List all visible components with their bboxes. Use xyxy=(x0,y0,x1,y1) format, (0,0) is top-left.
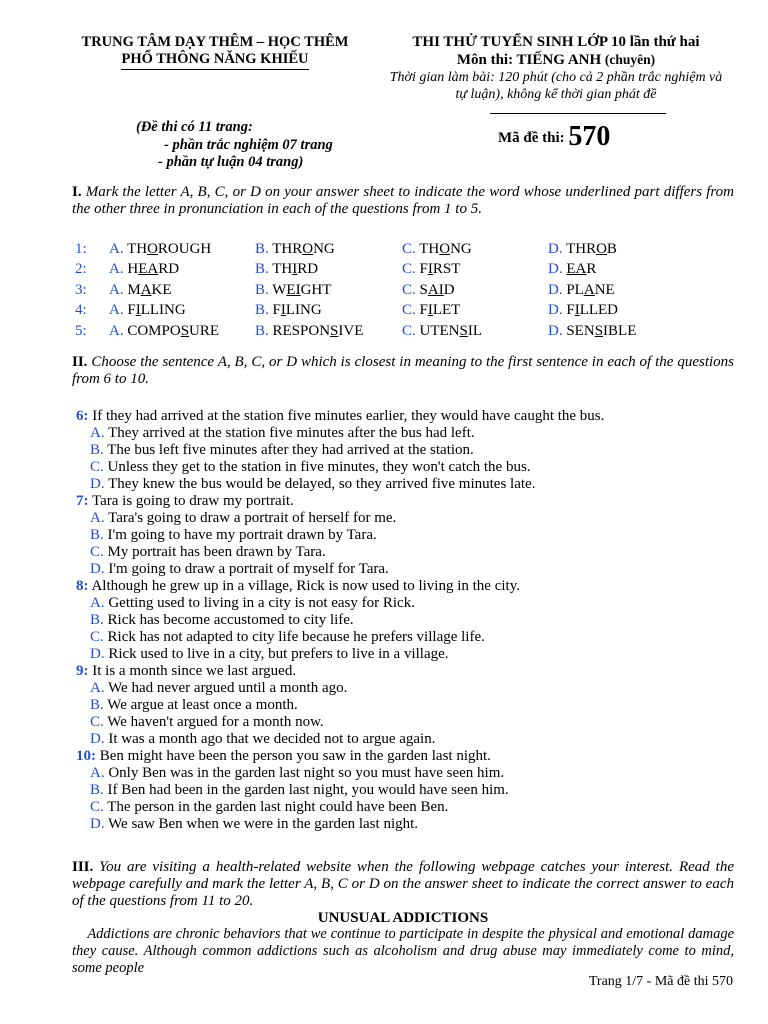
answer-option xyxy=(72,816,604,833)
answer-option xyxy=(72,629,604,646)
option-letter: A. xyxy=(109,241,124,257)
word-part: KE xyxy=(151,281,172,298)
question-number: 8: xyxy=(76,578,89,594)
word-part: RESPON xyxy=(272,322,331,339)
option-letter: A. xyxy=(90,510,105,526)
option-letter: D. xyxy=(548,281,563,298)
word-part: NG xyxy=(313,241,335,257)
option-letter: D. xyxy=(548,241,563,257)
option-letter: D. xyxy=(90,646,105,662)
underlined-part: S xyxy=(594,322,604,339)
answer-option-a xyxy=(109,280,172,300)
reading-text: Addictions are chronic behaviors that we continue to participate in despite the physical and emotional damage they cause. Although common addictions such as alcoholism and drug abuse may immediately come to mind, some people xyxy=(72,926,734,976)
center-name xyxy=(60,34,370,70)
answer-option xyxy=(72,595,604,612)
option-letter: C. xyxy=(90,629,104,645)
word-part: NG xyxy=(450,241,472,257)
word-part: LLING xyxy=(140,302,186,319)
answer-option xyxy=(72,612,604,629)
word-part: D xyxy=(443,281,455,298)
word-part: THR xyxy=(566,241,597,257)
center-name-line1: TRUNG TÂM DẠY THÊM – HỌC THÊM xyxy=(81,34,349,50)
option-letter: A. xyxy=(90,680,105,696)
option-text: They arrived at the station five minutes after the bus had left. xyxy=(108,425,475,441)
word-part: IVE xyxy=(338,322,364,339)
option-letter: C. xyxy=(402,241,416,257)
option-letter: B. xyxy=(255,281,269,298)
question-number: 5: xyxy=(75,322,87,339)
page-footer: Trang 1/7 - Mã đề thi 570 xyxy=(588,974,733,989)
underlined-part: A xyxy=(140,281,152,298)
word-part: M xyxy=(127,281,141,298)
pages-line2: - phần trắc nghiệm 07 trang xyxy=(164,136,333,153)
word-part: B xyxy=(606,241,617,257)
answer-option xyxy=(72,765,604,782)
question-stem xyxy=(72,748,604,765)
word-part: RST xyxy=(432,261,461,278)
word-part: GHT xyxy=(300,281,332,298)
option-letter: C. xyxy=(402,281,416,298)
section3-instruction xyxy=(72,859,734,910)
underlined-part: I xyxy=(427,302,433,319)
word-part: PL xyxy=(566,281,584,298)
option-letter: A. xyxy=(109,281,124,298)
question-number: 4: xyxy=(75,302,87,319)
question-number: 6: xyxy=(76,408,89,424)
answer-option-b xyxy=(255,239,335,259)
word-part: RD xyxy=(158,261,180,278)
option-letter: A. xyxy=(90,595,105,611)
underlined-part: O xyxy=(439,241,451,257)
underlined-part: EI xyxy=(286,281,301,298)
underlined-part: S xyxy=(330,322,339,339)
section1-label: I. xyxy=(72,184,82,200)
word-part: F xyxy=(419,261,428,278)
word-part: NE xyxy=(594,281,615,298)
option-text: It was a month ago that we decided not to argue again. xyxy=(108,731,436,747)
option-letter: D. xyxy=(548,302,563,319)
option-letter: D. xyxy=(90,731,105,747)
question-number: 7: xyxy=(76,493,89,509)
answer-option-a xyxy=(109,239,211,259)
word-part: LLED xyxy=(579,302,619,319)
exam-subject: Môn thi: TIẾNG ANH (chuyên) xyxy=(456,52,656,68)
option-letter: B. xyxy=(255,241,269,257)
answer-option-a xyxy=(109,300,186,320)
underlined-part: O xyxy=(596,241,607,257)
underlined-part: S xyxy=(180,322,190,339)
option-letter: C. xyxy=(402,302,416,319)
answer-option xyxy=(72,680,604,697)
answer-option xyxy=(72,425,604,442)
underlined-part: S xyxy=(459,322,468,339)
reading-title: UNUSUAL ADDICTIONS xyxy=(317,910,489,926)
option-letter: B. xyxy=(255,261,269,278)
exam-code xyxy=(498,121,610,153)
answer-option-a xyxy=(109,321,219,341)
section2-text: Choose the sentence A, B, C, or D which is closest in meaning to the first sentence in each of the questions from 6 to 10. xyxy=(72,354,735,387)
underlined-part: O xyxy=(147,241,158,257)
answer-option xyxy=(72,646,604,663)
answer-option xyxy=(72,714,604,731)
option-letter: A. xyxy=(90,765,105,781)
word-part: TH xyxy=(272,261,293,278)
underlined-part: I xyxy=(574,302,580,319)
question-text: Ben might have been the person you saw in the garden last night. xyxy=(99,748,491,764)
answer-option-d xyxy=(548,259,596,279)
option-letter: A. xyxy=(109,302,124,319)
meaning-questions xyxy=(72,408,604,833)
answer-option xyxy=(72,476,604,493)
word-part: SEN xyxy=(566,322,595,339)
question-number: 2: xyxy=(75,261,87,278)
word-part: LING xyxy=(285,302,322,319)
exam-code-label: Mã đề thi: xyxy=(498,130,565,146)
section2-label: II. xyxy=(72,354,88,370)
page-count-note xyxy=(136,119,333,172)
section3-text: You are visiting a health-related website when the following webpage catches your interest. Read the webpage carefully and mark the letter A, B, C or D on the answer sheet to indicate the correct answer to each of the questions from 11 to 20. xyxy=(72,859,734,909)
option-letter: B. xyxy=(255,322,269,339)
underlined-part: O xyxy=(302,241,314,257)
question-text: If they had arrived at the station five minutes earlier, they would have caught the bus. xyxy=(92,408,605,424)
question-number: 1: xyxy=(75,241,87,257)
answer-option xyxy=(72,510,604,527)
underlined-part: A xyxy=(583,281,595,298)
word-part: F xyxy=(566,302,575,319)
pages-line1: (Đề thi có 11 trang: xyxy=(136,119,253,135)
answer-option-c xyxy=(402,239,472,259)
answer-option xyxy=(72,731,604,748)
option-text: The bus left five minutes after they had arrived at the station. xyxy=(107,442,474,458)
answer-option-d xyxy=(548,300,618,320)
reading-passage xyxy=(72,926,734,977)
word-part: R xyxy=(586,261,597,278)
answer-option-b xyxy=(255,321,363,341)
underlined-part: I xyxy=(135,302,141,319)
answer-option xyxy=(72,459,604,476)
option-text: If Ben had been in the garden last night, you would have seen him. xyxy=(107,782,509,798)
option-letter: B. xyxy=(90,782,104,798)
answer-option xyxy=(72,782,604,799)
option-text: We saw Ben when we were in the garden last night. xyxy=(108,816,419,832)
question-stem xyxy=(72,578,604,595)
word-part: F xyxy=(272,302,281,319)
option-letter: C. xyxy=(402,322,416,339)
answer-option-d xyxy=(548,280,615,300)
option-text: Rick has become accustomed to city life. xyxy=(107,612,354,628)
word-part: S xyxy=(419,281,428,298)
option-letter: C. xyxy=(90,459,104,475)
word-part: F xyxy=(127,302,136,319)
time-line1: Thời gian làm bài: 120 phút (cho cả 2 phần trắc nghiệm và xyxy=(389,70,723,85)
option-letter: A. xyxy=(90,425,105,441)
section1-instruction xyxy=(72,184,734,218)
section3-label: III. xyxy=(72,859,94,875)
option-text: Getting used to living in a city is not easy for Rick. xyxy=(108,595,415,611)
word-part: URE xyxy=(189,322,220,339)
answer-option-b xyxy=(255,259,318,279)
word-part: ROUGH xyxy=(157,241,212,257)
option-letter: C. xyxy=(90,799,104,815)
question-stem xyxy=(72,408,604,425)
option-letter: C. xyxy=(90,544,104,560)
word-part: LET xyxy=(432,302,461,319)
option-letter: B. xyxy=(90,612,104,628)
answer-option-c xyxy=(402,259,460,279)
option-text: Rick used to live in a city, but prefers to live in a village. xyxy=(108,646,449,662)
question-number: 3: xyxy=(75,281,87,298)
option-text: They knew the bus would be delayed, so they arrived five minutes late. xyxy=(108,476,536,492)
answer-option-b xyxy=(255,280,331,300)
answer-option-d xyxy=(548,321,636,341)
option-letter: B. xyxy=(255,302,269,319)
option-text: Tara's going to draw a portrait of herself for me. xyxy=(108,510,397,526)
option-letter: D. xyxy=(90,476,105,492)
word-part: COMPO xyxy=(127,322,181,339)
answer-option-c xyxy=(402,300,460,320)
option-letter: B. xyxy=(90,697,104,713)
option-letter: D. xyxy=(548,261,563,278)
exam-code-value: 570 xyxy=(568,121,611,152)
option-letter: B. xyxy=(90,527,104,543)
answer-option xyxy=(72,561,604,578)
question-text: It is a month since we last argued. xyxy=(92,663,297,679)
option-text: Only Ben was in the garden last night so you must have seen him. xyxy=(108,765,505,781)
option-text: The person in the garden last night could have been Ben. xyxy=(107,799,449,815)
answer-option-c xyxy=(402,321,482,341)
option-letter: B. xyxy=(90,442,104,458)
option-letter: D. xyxy=(90,561,105,577)
word-part: RD xyxy=(297,261,319,278)
underlined-part: AI xyxy=(427,281,444,298)
section2-instruction xyxy=(72,354,734,388)
word-part: H xyxy=(127,261,139,278)
section1-text: Mark the letter A, B, C, or D on your answer sheet to indicate the word whose underlined part differs from the other three in pronunciation in each of the questions from 1 to 5. xyxy=(72,184,734,217)
answer-option xyxy=(72,697,604,714)
question-stem xyxy=(72,493,604,510)
answer-option xyxy=(72,442,604,459)
option-letter: D. xyxy=(548,322,563,339)
option-letter: A. xyxy=(109,261,124,278)
question-text: Tara is going to draw my portrait. xyxy=(91,493,294,509)
subject-note: (chuyên) xyxy=(604,52,656,67)
option-text: We had never argued until a month ago. xyxy=(108,680,348,696)
option-letter: D. xyxy=(90,816,105,832)
word-part: W xyxy=(272,281,287,298)
word-part: F xyxy=(419,302,428,319)
word-part: IL xyxy=(467,322,483,339)
word-part: TH xyxy=(127,241,148,257)
option-text: We argue at least once a month. xyxy=(107,697,298,713)
underlined-part: I xyxy=(292,261,298,278)
answer-option-b xyxy=(255,300,322,320)
answer-option xyxy=(72,799,604,816)
question-text: Although he grew up in a village, Rick is now used to living in the city. xyxy=(91,578,520,594)
option-text: I'm going to have my portrait drawn by Tara. xyxy=(107,527,377,543)
answer-option xyxy=(72,527,604,544)
question-number: 10: xyxy=(76,748,96,764)
option-text: My portrait has been drawn by Tara. xyxy=(107,544,326,560)
question-number: 9: xyxy=(76,663,89,679)
underlined-part: I xyxy=(280,302,286,319)
time-line2: tự luận), không kể thời gian phát đề xyxy=(455,87,657,102)
answer-option-a xyxy=(109,259,179,279)
option-letter: A. xyxy=(109,322,124,339)
word-part: THR xyxy=(272,241,303,257)
option-letter: C. xyxy=(402,261,416,278)
underlined-part: I xyxy=(427,261,433,278)
word-part: IBLE xyxy=(603,322,637,339)
answer-option-d xyxy=(548,239,617,259)
option-letter: C. xyxy=(90,714,104,730)
center-name-line2: PHỔ THÔNG NĂNG KHIẾU xyxy=(121,51,308,70)
option-text: Unless they get to the station in five minutes, they won't catch the bus. xyxy=(107,459,531,475)
option-text: Rick has not adapted to city life because he prefers village life. xyxy=(107,629,485,645)
option-text: We haven't argued for a month now. xyxy=(107,714,324,730)
answer-option xyxy=(72,544,604,561)
underlined-part: EA xyxy=(566,261,587,278)
pages-line3: - phần tự luận 04 trang) xyxy=(158,154,304,170)
underlined-part: EA xyxy=(138,261,159,278)
exam-heading xyxy=(372,34,740,103)
answer-option-c xyxy=(402,280,455,300)
option-text: I'm going to draw a portrait of myself for Tara. xyxy=(108,561,389,577)
question-stem xyxy=(72,663,604,680)
word-part: TH xyxy=(419,241,440,257)
divider xyxy=(490,113,666,114)
exam-title: THI THỬ TUYỂN SINH LỚP 10 lần thứ hai xyxy=(412,34,700,50)
word-part: UTEN xyxy=(419,322,460,339)
